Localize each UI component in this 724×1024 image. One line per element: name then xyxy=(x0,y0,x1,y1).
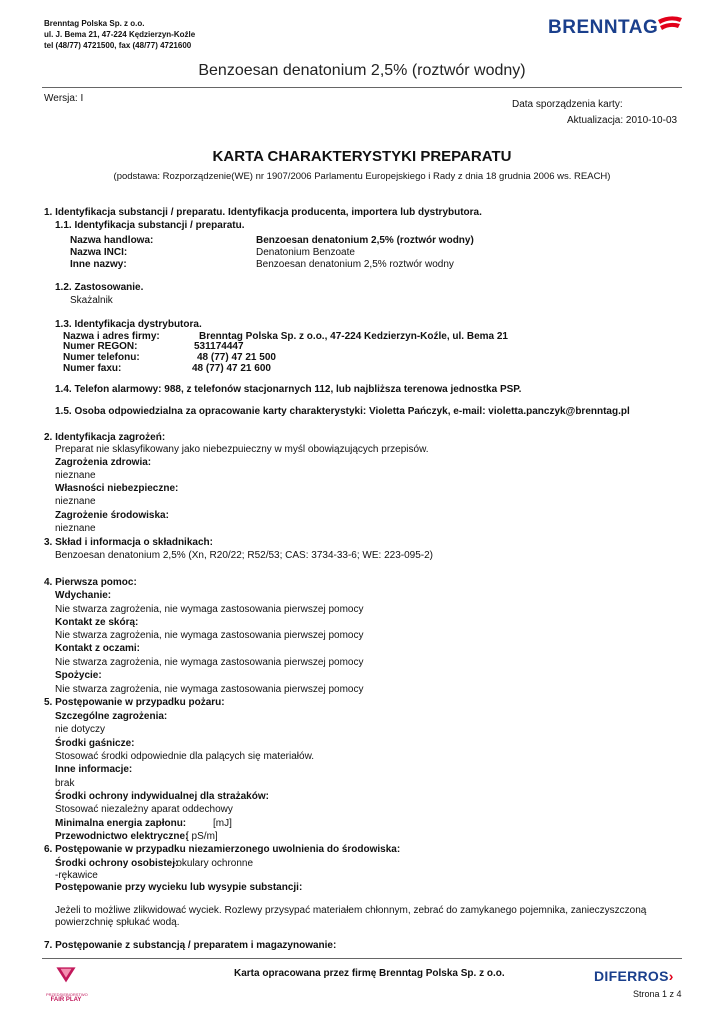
firefighter-ppe-label: Środki ochrony indywidualnej dla strażaków: xyxy=(55,791,269,802)
ingestion-value: Nie stwarza zagrożenia, nie wymaga zastosowania pierwszej pomocy xyxy=(55,684,364,695)
other-info-label: Inne informacje: xyxy=(55,764,133,775)
section-1-heading: 1. Identyfikacja substancji / preparatu. Identyfikacja producenta, importera lub dystrybutora. xyxy=(44,207,482,218)
health-hazard-label: Zagrożenia zdrowia: xyxy=(55,457,152,468)
skin-contact-label: Kontakt ze skórą: xyxy=(55,617,139,628)
section-3-heading: 3. Skład i informacja o składnikach: xyxy=(44,537,213,548)
brenntag-logo: BRENNTAG xyxy=(548,14,680,40)
company-address-label: Nazwa i adres firmy: xyxy=(63,331,160,342)
product-title: Benzoesan denatonium 2,5% (roztwór wodny) xyxy=(198,62,526,79)
dangerous-properties-value: nieznane xyxy=(55,496,96,507)
footer-divider xyxy=(42,958,682,959)
inci-value: Denatonium Benzoate xyxy=(256,247,355,258)
doc-basis: (podstawa: Rozporządzenie(WE) nr 1907/2006 Parlamentu Europejskiego i Rady z dnia 18 grudnia 2006 ws. REACH) xyxy=(113,171,611,182)
phone-label: Numer telefonu: xyxy=(63,352,140,363)
fax-label: Numer faxu: xyxy=(63,363,122,374)
header-address: ul. J. Bema 21, 47-224 Kędzierzyn-Koźle xyxy=(44,30,196,39)
regon-label: Numer REGON: xyxy=(63,341,138,352)
extinguishing-value: Stosować środki odpowiednie dla palących się materiałów. xyxy=(55,751,315,762)
environment-hazard-label: Zagrożenie środowiska: xyxy=(55,510,169,521)
personal-protection-label: Środki ochrony osobistej: xyxy=(55,858,179,869)
phone-value: 48 (77) 47 21 500 xyxy=(197,352,276,363)
firefighter-ppe-value: Stosować niezależny aparat oddechowy xyxy=(55,804,233,815)
header-phone: tel (48/77) 4721500, fax (48/77) 4721600 xyxy=(44,41,192,50)
brenntag-swoosh-icon xyxy=(656,16,682,36)
other-info-value: brak xyxy=(55,778,75,789)
diferros-logo: DIFERROS› xyxy=(594,968,674,984)
eye-contact-value: Nie stwarza zagrożenia, nie wymaga zastosowania pierwszej pomocy xyxy=(55,657,364,668)
inhalation-label: Wdychanie: xyxy=(55,590,112,601)
section-1-4-emergency-phone: 1.4. Telefon alarmowy: 988, z telefonów stacjonarnych 112, lub najbliższa terenowa jednostka PSP. xyxy=(55,384,522,395)
conductivity-label: Przewodnictwo elektryczne: xyxy=(55,831,189,842)
inhalation-value: Nie stwarza zagrożenia, nie wymaga zastosowania pierwszej pomocy xyxy=(55,604,364,615)
section-5-heading: 5. Postępowanie w przypadku pożaru: xyxy=(44,697,225,708)
section-1-1-heading: 1.1. Identyfikacja substancji / preparatu. xyxy=(55,220,245,231)
spill-text-line-2: powierzchnię spłukać wodą. xyxy=(55,917,180,928)
fair-play-logo: PRZEDSIĘBIORSTWO FAIR PLAY xyxy=(46,966,86,1004)
version: Wersja: I xyxy=(44,93,84,104)
header-company: Brenntag Polska Sp. z o.o. xyxy=(44,19,145,28)
inci-label: Nazwa INCI: xyxy=(70,247,128,258)
header-divider xyxy=(42,87,682,88)
ignition-energy-value: [mJ] xyxy=(213,818,232,829)
dangerous-properties-label: Własności niebezpieczne: xyxy=(55,483,179,494)
other-names-label: Inne nazwy: xyxy=(70,259,127,270)
other-names-value: Benzoesan denatonium 2,5% roztwór wodny xyxy=(256,259,454,270)
health-hazard-value: nieznane xyxy=(55,470,96,481)
conductivity-value: [ pS/m] xyxy=(186,831,218,842)
trade-name-value: Benzoesan denatonium 2,5% (roztwór wodny) xyxy=(256,235,474,246)
special-hazards-label: Szczególne zagrożenia: xyxy=(55,711,168,722)
company-address-value: Brenntag Polska Sp. z o.o., 47-224 Kedzierzyn-Koźle, ul. Bema 21 xyxy=(199,331,508,342)
composition-text: Benzoesan denatonium 2,5% (Xn, R20/22; R52/53; CAS: 3734-33-6; WE: 223-095-2) xyxy=(55,550,434,561)
page-number: Strona 1 z 4 xyxy=(633,989,682,999)
skin-contact-value: Nie stwarza zagrożenia, nie wymaga zastosowania pierwszej pomocy xyxy=(55,630,364,641)
ingestion-label: Spożycie: xyxy=(55,670,102,681)
trade-name-label: Nazwa handlowa: xyxy=(70,235,154,246)
section-1-2-heading: 1.2. Zastosowanie. xyxy=(55,282,144,293)
spill-text-line-1: Jeżeli to możliwe zlikwidować wyciek. Rozlewy przysypać materiałem chłonnym, zebrać do zamykanego pojemnika, zanieczyszczoną xyxy=(55,905,647,916)
use-value: Skażalnik xyxy=(70,295,113,306)
fax-value: 48 (77) 47 21 600 xyxy=(192,363,271,374)
doc-title: KARTA CHARAKTERYSTYKI PREPARATU xyxy=(212,148,512,165)
eye-contact-label: Kontakt z oczami: xyxy=(55,643,141,654)
fair-play-icon xyxy=(46,966,86,992)
extinguishing-label: Środki gaśnicze: xyxy=(55,738,135,749)
ignition-energy-label: Minimalna energia zapłonu: xyxy=(55,818,187,829)
footer-prepared-by: Karta opracowana przez firmę Brenntag Polska Sp. z o.o. xyxy=(234,968,505,979)
section-1-5-responsible-person: 1.5. Osoba odpowiedzialna za opracowanie karty charakterystyki: Violetta Pańczyk, e-mail: violetta.panczyk@brenntag.pl xyxy=(55,406,630,417)
section-6-heading: 6. Postępowanie w przypadku niezamierzonego uwolnienia do środowiska: xyxy=(44,844,401,855)
update-date: Aktualizacja: 2010-10-03 xyxy=(567,115,678,126)
environment-hazard-value: nieznane xyxy=(55,523,96,534)
section-1-3-heading: 1.3. Identyfikacja dystrybutora. xyxy=(55,319,202,330)
spill-label: Postępowanie przy wycieku lub wysypie substancji: xyxy=(55,882,303,893)
personal-protection-value: -okulary ochronne xyxy=(173,858,254,869)
prep-date-label: Data sporządzenia karty: xyxy=(512,99,623,110)
regon-value: 531174447 xyxy=(194,341,244,352)
section-4-heading: 4. Pierwsza pomoc: xyxy=(44,577,137,588)
diferros-arrow-icon: › xyxy=(668,968,674,984)
section-7-heading: 7. Postępowanie z substancją / preparatem i magazynowanie: xyxy=(44,940,337,951)
special-hazards-value: nie dotyczy xyxy=(55,724,106,735)
section-2-text: Preparat nie sklasyfikowany jako niebezpuieczny w myśl obowiązujących przepisów. xyxy=(55,444,429,455)
gloves-value: -rękawice xyxy=(55,870,98,881)
section-2-heading: 2. Identyfikacja zagrożeń: xyxy=(44,432,166,443)
